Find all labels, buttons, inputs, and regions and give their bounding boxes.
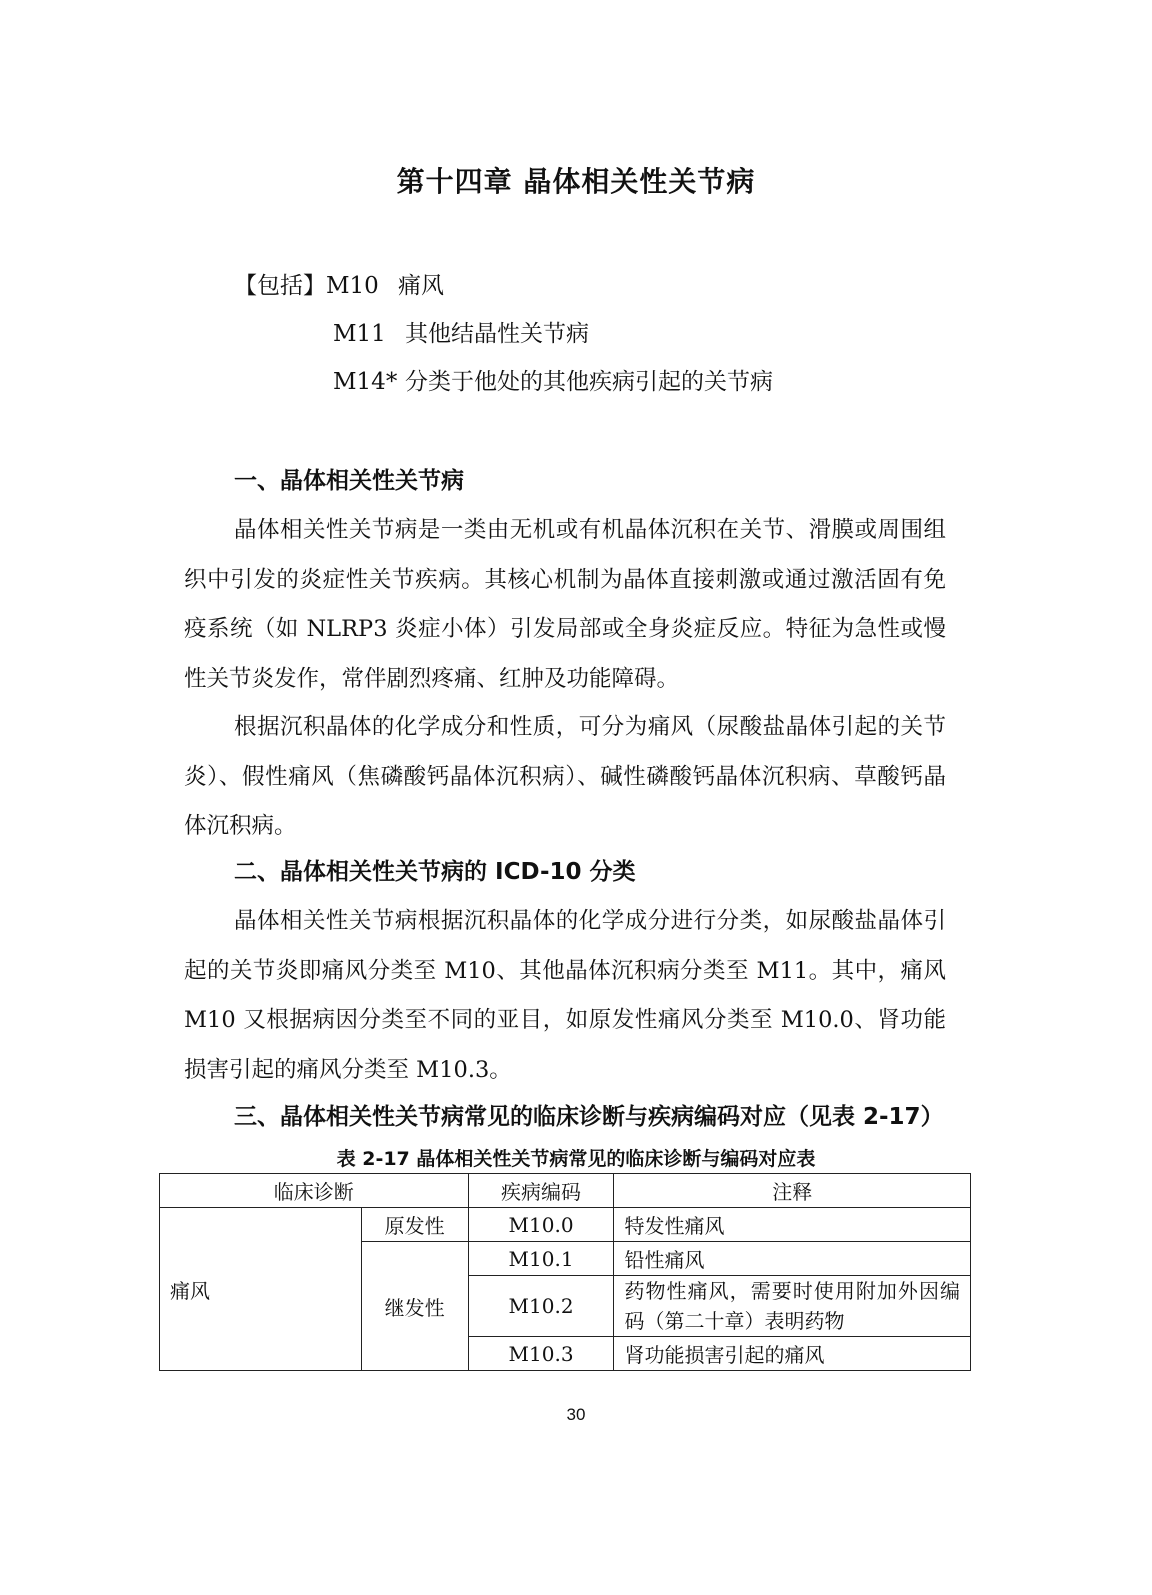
- table-header: 临床诊断: [160, 1174, 469, 1208]
- paragraph: 晶体相关性关节病是一类由无机或有机晶体沉积在关节、滑膜或周围组织中引发的炎症性关节疾病。其核心机制为晶体直接刺激或通过激活固有免疫系统（如 NLRP3 炎症小体）引发局部或全身炎症反应。特征为急性或慢性关节炎发作，常伴剧烈疼痛、红肿及功能障碍。: [184, 517, 946, 692]
- include-code: M11: [333, 321, 386, 347]
- section-heading: 三、晶体相关性关节病常见的临床诊断与疾病编码对应（见表 2-17）: [234, 1104, 944, 1130]
- chapter-title: 第十四章 晶体相关性关节病: [396, 165, 756, 198]
- table-header: 注释: [614, 1174, 971, 1208]
- page-number: 30: [566, 1405, 586, 1424]
- note-cell: 肾功能损害引起的痛风: [614, 1337, 971, 1371]
- table-row: [160, 1208, 971, 1242]
- diagnosis-code-table: [159, 1173, 971, 1371]
- includes-row: [234, 270, 444, 302]
- diagnosis-cell: 痛风: [160, 1208, 362, 1371]
- subtype-cell: 继发性: [361, 1242, 468, 1371]
- table-caption: 表 2-17 晶体相关性关节病常见的临床诊断与编码对应表: [336, 1148, 816, 1170]
- section-heading: 一、晶体相关性关节病: [234, 468, 464, 494]
- includes-label: 【包括】: [234, 273, 326, 299]
- include-text: 其他结晶性关节病: [405, 321, 589, 347]
- note-cell: 特发性痛风: [614, 1208, 971, 1242]
- table-header: 疾病编码: [468, 1174, 614, 1208]
- includes-row: [333, 318, 589, 350]
- paragraph: 晶体相关性关节病根据沉积晶体的化学成分进行分类，如尿酸盐晶体引起的关节炎即痛风分类至 M10、其他晶体沉积病分类至 M11。其中，痛风 M10 又根据病因分类至不同的亚目，如原发性痛风分类至 M10.0、肾功能损害引起的痛风分类至 M10.3。: [184, 908, 946, 1083]
- paragraph: 根据沉积晶体的化学成分和性质，可分为痛风（尿酸盐晶体引起的关节炎）、假性痛风（焦磷酸钙晶体沉积病）、碱性磷酸钙晶体沉积病、草酸钙晶体沉积病。: [184, 714, 946, 839]
- subtype-cell: 原发性: [361, 1208, 468, 1242]
- note-cell: 药物性痛风，需要时使用附加外因编码（第二十章）表明药物: [614, 1276, 971, 1337]
- code-cell: M10.0: [468, 1208, 614, 1242]
- section-heading: 二、晶体相关性关节病的 ICD-10 分类: [234, 859, 636, 885]
- table-header-row: [160, 1174, 971, 1208]
- include-text: 痛风: [398, 273, 444, 299]
- code-cell: M10.3: [468, 1337, 614, 1371]
- includes-row: [333, 366, 773, 398]
- note-cell: 铅性痛风: [614, 1242, 971, 1276]
- code-cell: M10.2: [468, 1276, 614, 1337]
- include-text: 分类于他处的其他疾病引起的关节病: [405, 369, 773, 395]
- code-cell: M10.1: [468, 1242, 614, 1276]
- include-code: M14*: [333, 369, 398, 395]
- include-code: M10: [326, 273, 379, 299]
